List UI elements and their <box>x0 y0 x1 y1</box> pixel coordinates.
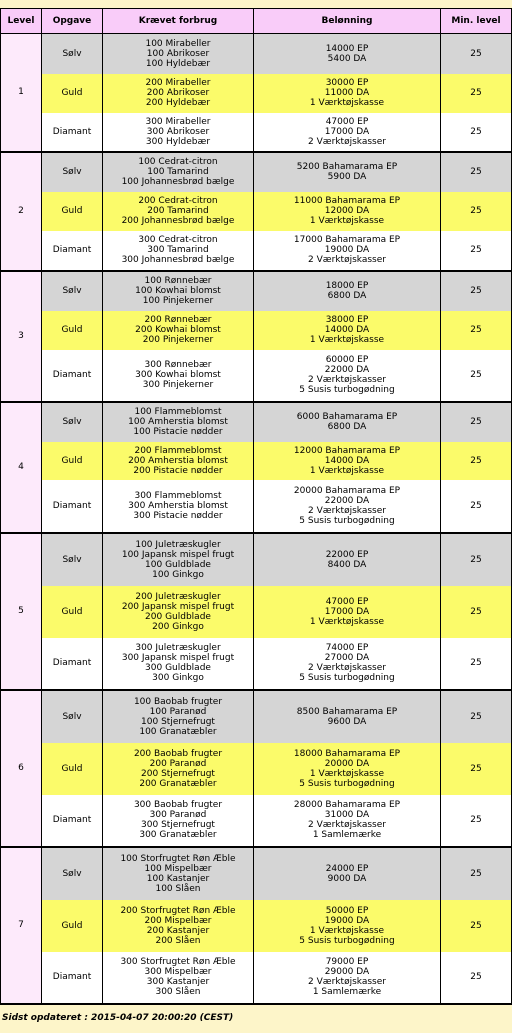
reward-item: 1 Værktøjskasse <box>309 465 385 476</box>
reward-item: 2 Værktøjskasser <box>308 663 386 673</box>
reward-item: 1 Værktøjskasse <box>309 925 385 936</box>
level-cell: 3 <box>1 271 42 402</box>
required-item: 200 Hyldebær <box>145 98 211 108</box>
required-cell <box>103 586 254 638</box>
reward-item: 2 Værktøjskasser <box>308 136 386 147</box>
required-item: 200 Juletræskugler <box>135 591 221 602</box>
required-item: 300 Tamarind <box>147 245 209 255</box>
reward-item: 28000 Bahamarama EP <box>293 800 401 810</box>
table-header-row <box>1 9 512 34</box>
required-item: 200 Slåen <box>155 935 201 946</box>
reward-item: 2 Værktøjskasser <box>308 255 386 265</box>
required-item: 200 Mispelbær <box>144 915 212 926</box>
required-item: 100 Storfrugtet Røn Æble <box>120 853 236 864</box>
reward-item: 29000 DA <box>324 967 370 977</box>
required-item: 200 Baobab frugter <box>133 748 223 759</box>
reward-item: 2 Værktøjskasser <box>308 820 386 830</box>
task-cell: Diamant <box>42 638 103 690</box>
table-row <box>1 402 512 442</box>
table-row <box>1 350 512 402</box>
reward-cell <box>254 271 441 311</box>
task-cell: Diamant <box>42 795 103 847</box>
table-body <box>1 34 512 1004</box>
reward-item: 9600 DA <box>327 716 367 727</box>
reward-cell <box>254 231 441 271</box>
reward-cell <box>254 442 441 480</box>
reward-item: 14000 EP <box>325 43 369 54</box>
reward-item: 8400 DA <box>327 559 367 570</box>
required-item: 100 Johannesbrød bælge <box>121 177 235 187</box>
header-min-level: Min. level <box>441 9 512 34</box>
level-cell: 7 <box>1 847 42 1004</box>
required-item: 300 Storfrugtet Røn Æble <box>120 957 236 967</box>
level-cell: 4 <box>1 402 42 533</box>
reward-item: 1 Værktøjskasse <box>309 335 385 345</box>
reward-item: 5 Susis turbogødning <box>299 515 395 526</box>
reward-cell <box>254 152 441 192</box>
reward-item: 6000 Bahamarama EP <box>296 412 398 422</box>
required-item: 100 Juletræskugler <box>135 539 221 550</box>
min-level-cell: 25 <box>441 113 512 152</box>
required-cell <box>103 533 254 586</box>
task-table-container <box>0 8 512 1005</box>
required-item: 100 Amherstia blomst <box>128 417 228 427</box>
required-item: 300 Pistacie nødder <box>133 510 223 521</box>
required-item: 200 Johannesbrød bælge <box>121 216 235 226</box>
reward-item: 1 Samlemærke <box>312 987 382 997</box>
required-item: 300 Granatæbler <box>139 830 217 840</box>
required-cell <box>103 113 254 152</box>
required-item: 300 Juletræskugler <box>135 643 221 653</box>
reward-item: 24000 EP <box>325 863 369 874</box>
required-item: 200 Guldblade <box>145 611 211 622</box>
level-cell: 6 <box>1 690 42 847</box>
required-cell <box>103 480 254 533</box>
min-level-cell: 25 <box>441 74 512 113</box>
reward-cell <box>254 350 441 402</box>
reward-item: 14000 DA <box>324 455 370 466</box>
required-item: 300 Flammeblomst <box>134 490 222 501</box>
required-cell <box>103 638 254 690</box>
table-row <box>1 152 512 192</box>
reward-item: 9000 DA <box>327 873 367 884</box>
required-item: 100 Japansk mispel frugt <box>121 549 235 560</box>
required-item: 300 Pinjekerner <box>142 380 214 390</box>
task-cell: Sølv <box>42 271 103 311</box>
min-level-cell: 25 <box>441 34 512 74</box>
required-item: 200 Amherstia blomst <box>128 455 228 466</box>
reward-item: 11000 DA <box>324 88 370 98</box>
reward-item: 11000 Bahamarama EP <box>293 196 401 206</box>
reward-cell <box>254 113 441 152</box>
reward-item: 22000 DA <box>324 495 370 506</box>
header-task: Opgave <box>42 9 103 34</box>
table-row <box>1 586 512 638</box>
required-cell <box>103 402 254 442</box>
task-cell: Sølv <box>42 690 103 743</box>
min-level-cell: 25 <box>441 311 512 350</box>
reward-item: 79000 EP <box>325 957 369 967</box>
required-item: 100 Slåen <box>155 883 201 894</box>
reward-item: 5 Susis turbogødning <box>299 935 395 946</box>
reward-item: 8500 Bahamarama EP <box>296 706 398 717</box>
reward-item: 22000 DA <box>324 365 370 375</box>
reward-item: 12000 DA <box>324 206 370 216</box>
required-item: 300 Slåen <box>155 987 201 997</box>
reward-item: 1 Værktøjskasse <box>309 216 385 226</box>
required-item: 300 Baobab frugter <box>133 800 223 810</box>
table-row <box>1 113 512 152</box>
reward-item: 60000 EP <box>325 355 369 365</box>
required-cell <box>103 311 254 350</box>
reward-item: 20000 DA <box>324 758 370 769</box>
header-reward: Belønning <box>254 9 441 34</box>
required-item: 300 Amherstia blomst <box>128 500 228 511</box>
reward-cell <box>254 402 441 442</box>
required-item: 200 Cedrat-citron <box>138 196 218 206</box>
table-row <box>1 900 512 952</box>
reward-item: 19000 DA <box>324 245 370 255</box>
table-row <box>1 952 512 1004</box>
reward-item: 12000 Bahamarama EP <box>293 445 401 456</box>
reward-item: 18000 EP <box>325 281 369 291</box>
min-level-cell: 25 <box>441 847 512 900</box>
required-item: 300 Ginkgo <box>152 673 204 683</box>
required-item: 100 Kowhai blomst <box>135 286 221 296</box>
required-item: 300 Kowhai blomst <box>135 370 221 380</box>
task-cell: Sølv <box>42 847 103 900</box>
required-item: 300 Cedrat-citron <box>138 235 218 245</box>
task-cell: Sølv <box>42 533 103 586</box>
required-cell <box>103 74 254 113</box>
reward-cell <box>254 952 441 1004</box>
min-level-cell: 25 <box>441 690 512 743</box>
reward-item: 17000 Bahamarama EP <box>293 235 401 245</box>
reward-cell <box>254 480 441 533</box>
task-cell: Guld <box>42 74 103 113</box>
reward-item: 5 Susis turbogødning <box>299 778 395 789</box>
task-cell: Diamant <box>42 231 103 271</box>
required-item: 300 Paranød <box>149 810 207 820</box>
required-item: 300 Mispelbær <box>144 967 212 977</box>
min-level-cell: 25 <box>441 586 512 638</box>
required-cell <box>103 231 254 271</box>
task-cell: Guld <box>42 442 103 480</box>
reward-item: 6800 DA <box>327 422 367 432</box>
reward-item: 2 Værktøjskasser <box>308 375 386 385</box>
required-item: 300 Abrikoser <box>146 126 210 137</box>
required-item: 100 Hyldebær <box>145 58 211 69</box>
reward-item: 1 Værktøjskasse <box>309 768 385 779</box>
min-level-cell: 25 <box>441 350 512 402</box>
reward-item: 22000 EP <box>325 549 369 560</box>
reward-item: 50000 EP <box>325 905 369 916</box>
reward-item: 20000 Bahamarama EP <box>293 485 401 496</box>
required-item: 200 Mirabeller <box>145 78 211 88</box>
required-item: 100 Kastanjer <box>146 873 210 884</box>
reward-item: 5 Susis turbogødning <box>299 385 395 395</box>
task-cell: Sølv <box>42 152 103 192</box>
last-updated: Sidst opdateret : 2015-04-07 20:00:20 (CEST) <box>2 1013 234 1023</box>
reward-item: 1 Samlemærke <box>312 830 382 840</box>
task-cell: Guld <box>42 311 103 350</box>
reward-cell <box>254 638 441 690</box>
reward-cell <box>254 34 441 74</box>
min-level-cell: 25 <box>441 952 512 1004</box>
table-row <box>1 795 512 847</box>
required-item: 300 Rønnebær <box>144 360 212 370</box>
table-row <box>1 311 512 350</box>
required-item: 300 Hyldebær <box>145 136 211 147</box>
reward-item: 19000 DA <box>324 915 370 926</box>
table-row <box>1 271 512 311</box>
task-cell: Sølv <box>42 402 103 442</box>
reward-item: 2 Værktøjskasser <box>308 977 386 987</box>
required-item: 200 Flammeblomst <box>134 445 222 456</box>
reward-cell <box>254 192 441 231</box>
required-item: 200 Rønnebær <box>144 315 212 325</box>
task-cell: Guld <box>42 743 103 795</box>
reward-item: 31000 DA <box>324 810 370 820</box>
reward-cell <box>254 533 441 586</box>
min-level-cell: 25 <box>441 152 512 192</box>
reward-item: 5400 DA <box>327 53 367 64</box>
required-cell <box>103 152 254 192</box>
required-item: 200 Pinjekerner <box>142 335 214 345</box>
table-row <box>1 192 512 231</box>
table-row <box>1 231 512 271</box>
task-cell: Guld <box>42 192 103 231</box>
table-row <box>1 34 512 74</box>
required-item: 200 Ginkgo <box>152 621 204 632</box>
table-row <box>1 690 512 743</box>
required-item: 100 Ginkgo <box>152 569 204 580</box>
required-item: 100 Baobab frugter <box>133 696 223 707</box>
min-level-cell: 25 <box>441 533 512 586</box>
reward-item: 5200 Bahamarama EP <box>296 162 398 172</box>
table-row <box>1 847 512 900</box>
required-item: 100 Stjernefrugt <box>141 716 215 727</box>
table-row <box>1 533 512 586</box>
task-cell: Diamant <box>42 350 103 402</box>
reward-item: 18000 Bahamarama EP <box>293 748 401 759</box>
level-cell: 5 <box>1 533 42 690</box>
required-item: 200 Granatæbler <box>139 778 217 789</box>
reward-item: 47000 EP <box>325 596 369 607</box>
task-cell: Guld <box>42 586 103 638</box>
required-item: 300 Johannesbrød bælge <box>121 255 235 265</box>
reward-item: 1 Værktøjskasse <box>309 98 385 108</box>
reward-item: 6800 DA <box>327 291 367 301</box>
required-cell <box>103 192 254 231</box>
reward-item: 17000 DA <box>324 126 370 137</box>
reward-item: 27000 DA <box>324 653 370 663</box>
required-item: 100 Granatæbler <box>139 726 217 737</box>
required-item: 300 Kastanjer <box>146 977 210 987</box>
required-item: 200 Kastanjer <box>146 925 210 936</box>
reward-item: 5 Susis turbogødning <box>299 673 395 683</box>
required-item: 200 Paranød <box>149 758 207 769</box>
task-cell: Diamant <box>42 952 103 1004</box>
required-item: 100 Rønnebær <box>144 276 212 286</box>
required-cell <box>103 34 254 74</box>
task-cell: Diamant <box>42 113 103 152</box>
table-row <box>1 638 512 690</box>
min-level-cell: 25 <box>441 442 512 480</box>
reward-item: 47000 EP <box>325 116 369 127</box>
required-item: 300 Stjernefrugt <box>141 820 215 830</box>
reward-cell <box>254 743 441 795</box>
reward-cell <box>254 795 441 847</box>
required-item: 100 Pistacie nødder <box>133 427 223 437</box>
task-cell: Diamant <box>42 480 103 533</box>
task-cell: Guld <box>42 900 103 952</box>
required-item: 200 Abrikoser <box>146 88 210 98</box>
reward-item: 17000 DA <box>324 606 370 617</box>
required-item: 100 Tamarind <box>147 167 209 177</box>
required-item: 200 Tamarind <box>147 206 209 216</box>
required-item: 100 Abrikoser <box>146 48 210 59</box>
min-level-cell: 25 <box>441 192 512 231</box>
reward-cell <box>254 586 441 638</box>
required-item: 200 Pistacie nødder <box>133 465 223 476</box>
required-cell <box>103 952 254 1004</box>
table-row <box>1 74 512 113</box>
required-item: 300 Japansk mispel frugt <box>121 653 235 663</box>
required-item: 100 Flammeblomst <box>134 407 222 417</box>
required-item: 200 Storfrugtet Røn Æble <box>120 905 236 916</box>
required-item: 100 Paranød <box>149 706 207 717</box>
min-level-cell: 25 <box>441 743 512 795</box>
reward-cell <box>254 690 441 743</box>
required-cell <box>103 795 254 847</box>
required-cell <box>103 271 254 311</box>
min-level-cell: 25 <box>441 638 512 690</box>
required-cell <box>103 690 254 743</box>
level-cell: 2 <box>1 152 42 271</box>
required-item: 100 Mirabeller <box>145 38 211 49</box>
required-cell <box>103 743 254 795</box>
reward-cell <box>254 74 441 113</box>
table-row <box>1 743 512 795</box>
required-cell <box>103 350 254 402</box>
required-item: 300 Mirabeller <box>145 116 211 127</box>
required-item: 100 Mispelbær <box>144 863 212 874</box>
reward-item: 30000 EP <box>325 78 369 88</box>
reward-item: 1 Værktøjskasse <box>309 616 385 627</box>
reward-item: 2 Værktøjskasser <box>308 505 386 516</box>
table-row <box>1 480 512 533</box>
required-item: 200 Japansk mispel frugt <box>121 601 235 612</box>
reward-cell <box>254 847 441 900</box>
reward-item: 38000 EP <box>325 315 369 325</box>
header-required: Krævet forbrug <box>103 9 254 34</box>
min-level-cell: 25 <box>441 231 512 271</box>
level-cell: 1 <box>1 34 42 152</box>
min-level-cell: 25 <box>441 900 512 952</box>
min-level-cell: 25 <box>441 795 512 847</box>
required-item: 100 Pinjekerner <box>142 296 214 306</box>
reward-item: 74000 EP <box>325 643 369 653</box>
required-item: 300 Guldblade <box>145 663 211 673</box>
table-row <box>1 442 512 480</box>
header-level: Level <box>1 9 42 34</box>
min-level-cell: 25 <box>441 402 512 442</box>
required-item: 100 Guldblade <box>145 559 211 570</box>
required-cell <box>103 847 254 900</box>
required-item: 200 Stjernefrugt <box>141 768 215 779</box>
reward-item: 14000 DA <box>324 325 370 335</box>
required-cell <box>103 900 254 952</box>
required-item: 200 Kowhai blomst <box>135 325 221 335</box>
reward-cell <box>254 900 441 952</box>
required-cell <box>103 442 254 480</box>
task-table <box>0 8 512 1005</box>
required-item: 100 Cedrat-citron <box>138 157 218 167</box>
reward-cell <box>254 311 441 350</box>
min-level-cell: 25 <box>441 271 512 311</box>
task-cell: Sølv <box>42 34 103 74</box>
min-level-cell: 25 <box>441 480 512 533</box>
reward-item: 5900 DA <box>327 172 367 182</box>
